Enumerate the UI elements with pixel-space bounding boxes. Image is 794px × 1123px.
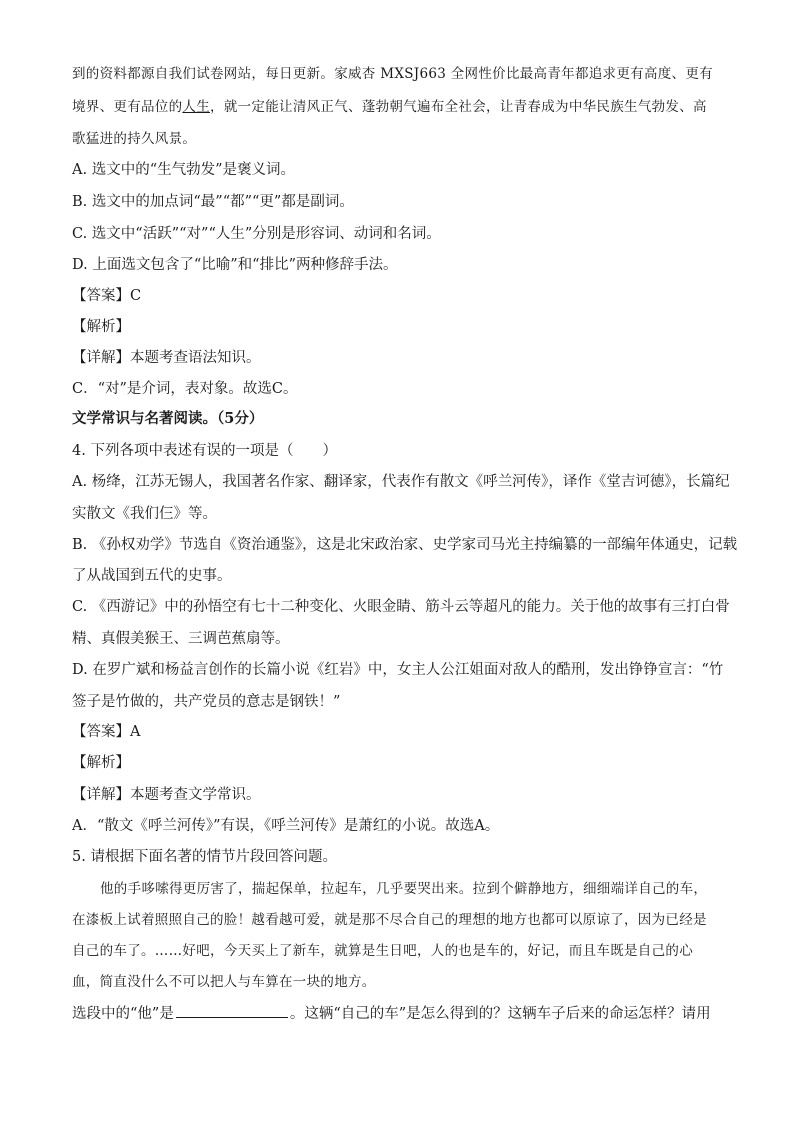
detail-text: 本题考查文学常识。 [130,787,261,803]
q5-passage-line-3: 自己的车了。……好吧，今天买上了新车，就算是生日吧，人的也是车的，好记，而且车既是自己的心 [72,943,693,959]
q4-stem: 4. 下列各项中表述有误的一项是（ ） [72,443,337,459]
q4-option-d-line-2: 签子是竹做的，共产党员的意志是钢铁！” [72,694,341,710]
q3-analysis-tag: 【解析】 [72,319,130,335]
q4-option-a-line-1: A. 杨绛，江苏无锡人，我国著名作家、翻译家，代表作有散文《呼兰河传》，译作《堂吉诃德》，长篇纪 [72,474,730,490]
q5-stem: 5. 请根据下面名著的情节片段回答问题。 [72,849,337,865]
answer-value: A [130,724,141,740]
q4-option-a-line-2: 实散文《我们仨》等。 [72,506,217,522]
q4-option-c-line-1: C. 《西游记》中的孙悟空有七十二种变化、火眼金睛、筋斗云等超凡的能力。关于他的故事有三打白骨 [72,599,730,615]
detail-tag: 【详解】 [72,350,130,366]
answer-tag: 【答案】 [72,724,130,740]
q5-passage-line-4: 血，简直没什么不可以把人与车算在一块的地方。 [72,974,376,990]
q4-option-c-line-2: 精、真假美猴王、三调芭蕉扇等。 [72,631,290,647]
passage-line-2-post: ，就一定能让清风正气、蓬勃朝气遍布全社会，让青春成为中华民族生气勃发、高 [210,99,707,115]
q4-option-b-line-1: B. 《孙权劝学》节选自《资治通鉴》，这是北宋政治家、史学家司马光主持编纂的一部编年体通史，记载 [72,537,738,553]
passage-line-2-pre: 境界、更有品位的 [72,99,183,115]
q5-question-post: 。这辆“自己的车”是怎么得到的？这辆车子后来的命运怎样？请用 [289,1006,711,1022]
q4-detail [72,785,261,805]
q5-passage-line-1: 他的手哆嗦得更厉害了，揣起保单，拉起车，几乎要哭出来。拉到个僻静地方，细细端详自己的车， [100,881,708,897]
q4-analysis-tag: 【解析】 [72,755,130,771]
q4-option-d-line-1: D. 在罗广斌和杨益言创作的长篇小说《红岩》中，女主人公江姐面对敌人的酷刑，发出铮铮宣言：“竹 [72,662,724,678]
q3-option-b: B. 选文中的加点词“最”“都”“更”都是副词。 [72,194,354,210]
q5-passage-line-2: 在漆板上试着照照自己的脸！越看越可爱，就是那不尽合自己的理想的地方也都可以原谅了，因为已经是 [72,912,707,928]
answer-tag: 【答案】 [72,288,130,304]
q5-question-pre: 选段中的“他”是 [72,1006,174,1022]
passage-line-1: 到的资料都源自我们试卷网站，每日更新。家威杏 MXSJ663 全网性价比最高青年都追求更有高度、更有 [72,66,713,82]
answer-value: C [130,288,142,304]
q3-explanation: C．“对”是介词，表对象。故选C。 [72,381,298,397]
q3-option-c: C. 选文中“活跃”“对”“人生”分别是形容词、动词和名词。 [72,226,441,242]
answer-blank [176,1003,288,1018]
q4-explanation: A．“散文《呼兰河传》”有误，《呼兰河传》是萧红的小说。故选A。 [72,818,500,834]
q4-option-b-line-2: 了从战国到五代的史事。 [72,568,232,584]
q3-answer [72,286,141,306]
passage-line-3: 歌猛进的持久风景。 [72,131,197,147]
q3-detail [72,348,261,368]
detail-tag: 【详解】 [72,787,130,803]
passage-line-2 [72,97,707,117]
q3-option-d: D. 上面选文包含了“比喻”和“排比”两种修辞手法。 [72,257,398,273]
q3-option-a: A. 选文中的“生气勃发”是褒义词。 [72,162,296,178]
detail-text: 本题考查语法知识。 [130,350,261,366]
q4-answer [72,722,140,742]
section-heading: 文学常识与名著阅读。（5分） [72,410,264,427]
underlined-word: 人生 [182,99,211,115]
q5-question [72,1003,711,1024]
